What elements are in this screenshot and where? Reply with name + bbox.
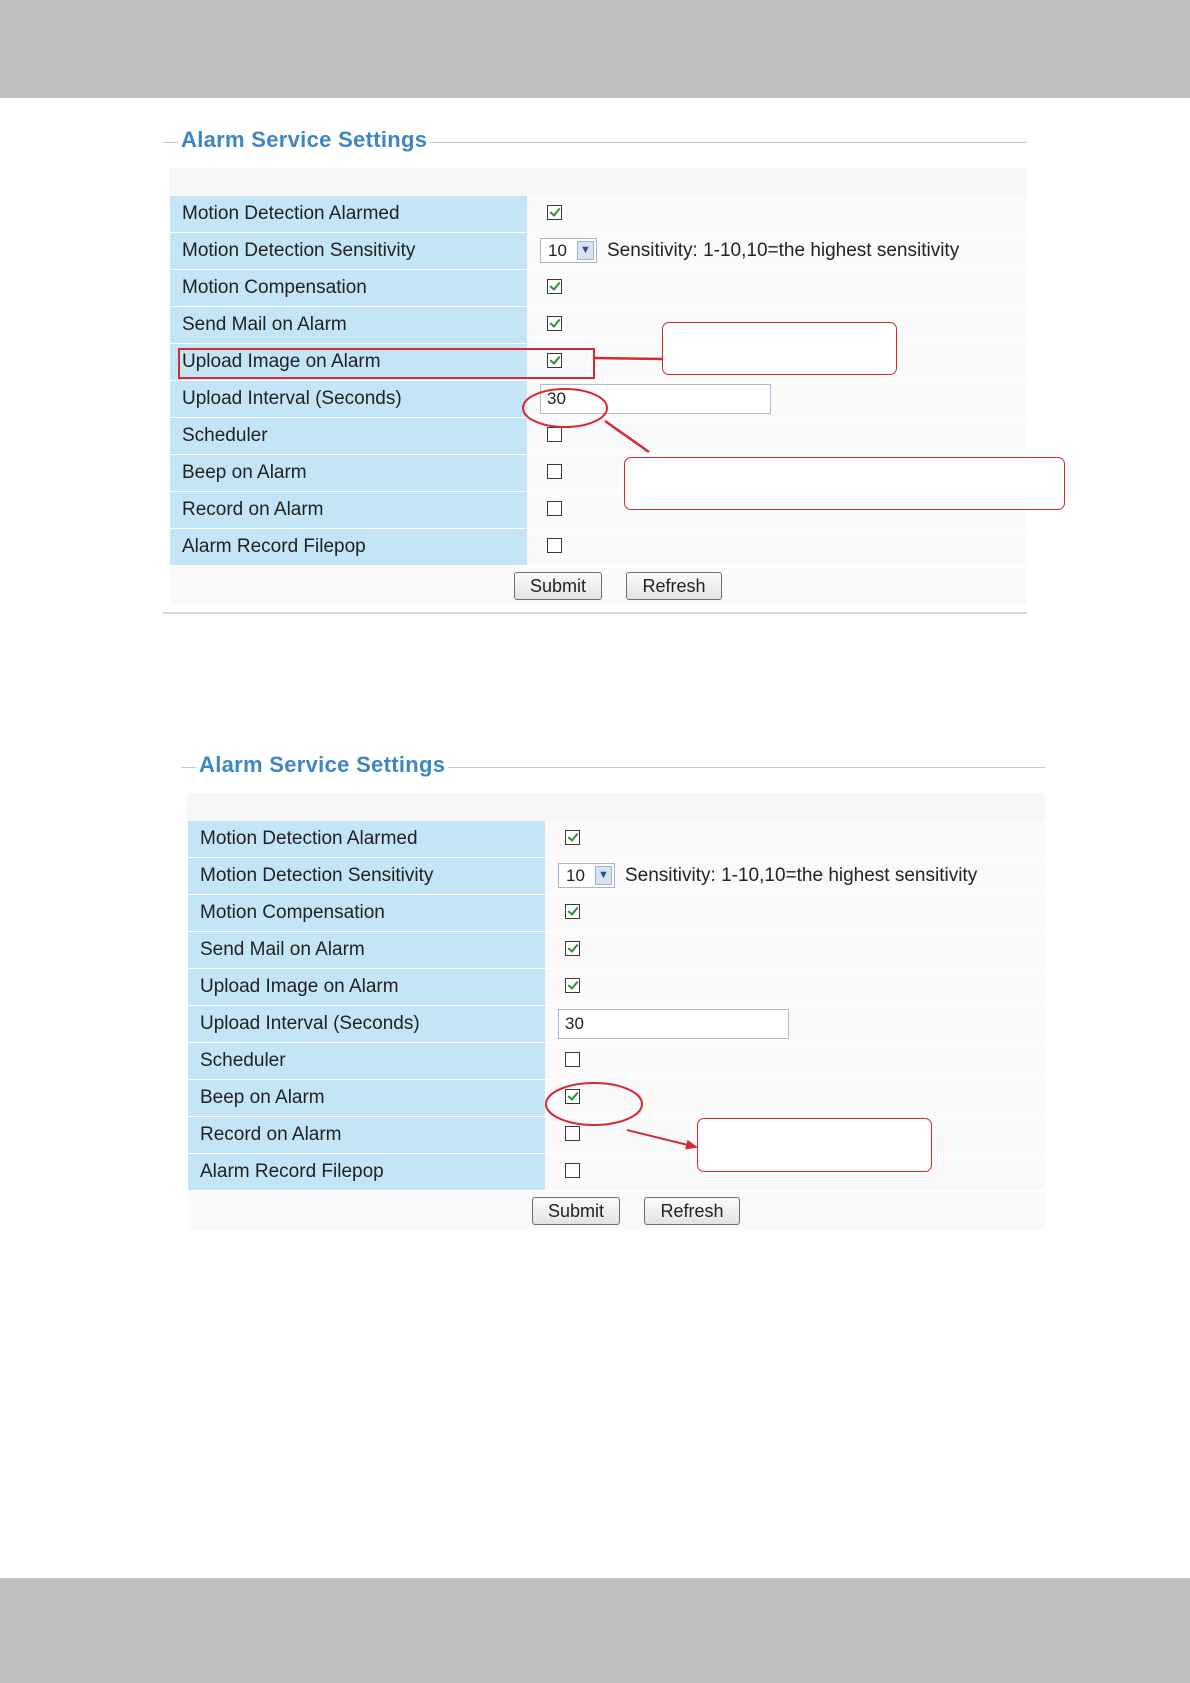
chevron-down-icon[interactable]: ▼ [577, 241, 594, 260]
legend-tick [181, 767, 193, 768]
settings-row-motion-detection-sensitivity [170, 233, 1027, 270]
setting-value-cell [527, 418, 1027, 454]
annotation-callout-beep [697, 1118, 932, 1172]
settings-row-upload-interval-seconds [188, 1006, 1045, 1043]
setting-value-cell [527, 233, 1027, 269]
settings-row-upload-image-on-alarm [188, 969, 1045, 1006]
setting-value-cell [527, 270, 1027, 306]
setting-label: Scheduler [170, 418, 527, 454]
settings-row-motion-compensation [170, 270, 1027, 307]
settings-row-send-mail-on-alarm [170, 307, 1027, 344]
panel-title: Alarm Service Settings [196, 752, 448, 778]
setting-value-cell [545, 821, 1045, 857]
setting-label: Send Mail on Alarm [188, 932, 545, 968]
settings-row-motion-detection-sensitivity [188, 858, 1045, 895]
spacer-strip [169, 168, 1027, 196]
settings-row-send-mail-on-alarm [188, 932, 1045, 969]
submit-button[interactable]: Submit [532, 1197, 620, 1225]
bottom-rule [163, 612, 1027, 614]
setting-label: Alarm Record Filepop [188, 1154, 545, 1190]
button-row [170, 567, 1027, 605]
setting-value-cell [527, 529, 1027, 565]
setting-value-cell [545, 1006, 1045, 1042]
record-on-alarm-checkbox[interactable] [547, 501, 562, 516]
setting-label: Upload Image on Alarm [170, 344, 527, 380]
setting-label: Motion Detection Sensitivity [188, 858, 545, 894]
sensitivity-hint: Sensitivity: 1-10,10=the highest sensitivity [625, 865, 978, 886]
upload-image-on-alarm-checkbox[interactable] [565, 978, 580, 993]
refresh-button[interactable]: Refresh [626, 572, 722, 600]
alarm-settings-panel-1 [163, 125, 1027, 615]
setting-value-cell [545, 858, 1045, 894]
upload-image-on-alarm-checkbox[interactable] [547, 353, 562, 368]
setting-value-cell [545, 1080, 1045, 1116]
setting-label: Motion Detection Alarmed [188, 821, 545, 857]
scheduler-checkbox[interactable] [565, 1052, 580, 1067]
settings-row-motion-detection-alarmed [170, 196, 1027, 233]
setting-value-cell [545, 932, 1045, 968]
settings-row-scheduler [170, 418, 1027, 455]
spacer-strip [187, 793, 1045, 821]
sensitivity-select[interactable] [558, 863, 615, 888]
settings-row-scheduler [188, 1043, 1045, 1080]
annotation-callout-upload-interval [624, 457, 1065, 510]
bottom-gray-band [0, 1578, 1190, 1683]
send-mail-on-alarm-checkbox[interactable] [565, 941, 580, 956]
setting-value-cell [545, 895, 1045, 931]
settings-row-motion-compensation [188, 895, 1045, 932]
setting-label: Upload Image on Alarm [188, 969, 545, 1005]
setting-label: Record on Alarm [170, 492, 527, 528]
setting-value-cell [545, 969, 1045, 1005]
beep-on-alarm-checkbox[interactable] [565, 1089, 580, 1104]
setting-value-cell [527, 381, 1027, 417]
setting-label: Send Mail on Alarm [170, 307, 527, 343]
setting-label: Alarm Record Filepop [170, 529, 527, 565]
scheduler-checkbox[interactable] [547, 427, 562, 442]
setting-label: Motion Compensation [170, 270, 527, 306]
top-gray-band [0, 0, 1190, 98]
setting-label: Motion Compensation [188, 895, 545, 931]
motion-compensation-checkbox[interactable] [547, 279, 562, 294]
sensitivity-value: 10 [548, 241, 567, 260]
setting-label: Record on Alarm [188, 1117, 545, 1153]
legend-tick [163, 142, 175, 143]
button-row [188, 1192, 1045, 1230]
setting-label: Beep on Alarm [170, 455, 527, 491]
upload-interval-input[interactable]: 30 [558, 1009, 789, 1039]
setting-label: Beep on Alarm [188, 1080, 545, 1116]
setting-value-cell [545, 1043, 1045, 1079]
refresh-button[interactable]: Refresh [644, 1197, 740, 1225]
upload-interval-input[interactable]: 30 [540, 384, 771, 414]
setting-value-cell [527, 196, 1027, 232]
send-mail-on-alarm-checkbox[interactable] [547, 316, 562, 331]
settings-row-alarm-record-filepop [170, 529, 1027, 566]
annotation-callout-upload-image [662, 322, 897, 375]
settings-row-upload-interval-seconds [170, 381, 1027, 418]
motion-detection-alarmed-checkbox[interactable] [547, 205, 562, 220]
submit-button[interactable]: Submit [514, 572, 602, 600]
settings-row-upload-image-on-alarm [170, 344, 1027, 381]
setting-label: Upload Interval (Seconds) [188, 1006, 545, 1042]
sensitivity-value: 10 [566, 866, 585, 885]
sensitivity-select[interactable] [540, 238, 597, 263]
record-on-alarm-checkbox[interactable] [565, 1126, 580, 1141]
alarm-record-filepop-checkbox[interactable] [565, 1163, 580, 1178]
motion-compensation-checkbox[interactable] [565, 904, 580, 919]
motion-detection-alarmed-checkbox[interactable] [565, 830, 580, 845]
settings-row-beep-on-alarm [188, 1080, 1045, 1117]
sensitivity-hint: Sensitivity: 1-10,10=the highest sensitivity [607, 240, 960, 261]
setting-label: Scheduler [188, 1043, 545, 1079]
setting-label: Upload Interval (Seconds) [170, 381, 527, 417]
beep-on-alarm-checkbox[interactable] [547, 464, 562, 479]
setting-label: Motion Detection Alarmed [170, 196, 527, 232]
panel-title: Alarm Service Settings [178, 127, 430, 153]
alarm-record-filepop-checkbox[interactable] [547, 538, 562, 553]
chevron-down-icon[interactable]: ▼ [595, 866, 612, 885]
settings-row-motion-detection-alarmed [188, 821, 1045, 858]
setting-label: Motion Detection Sensitivity [170, 233, 527, 269]
